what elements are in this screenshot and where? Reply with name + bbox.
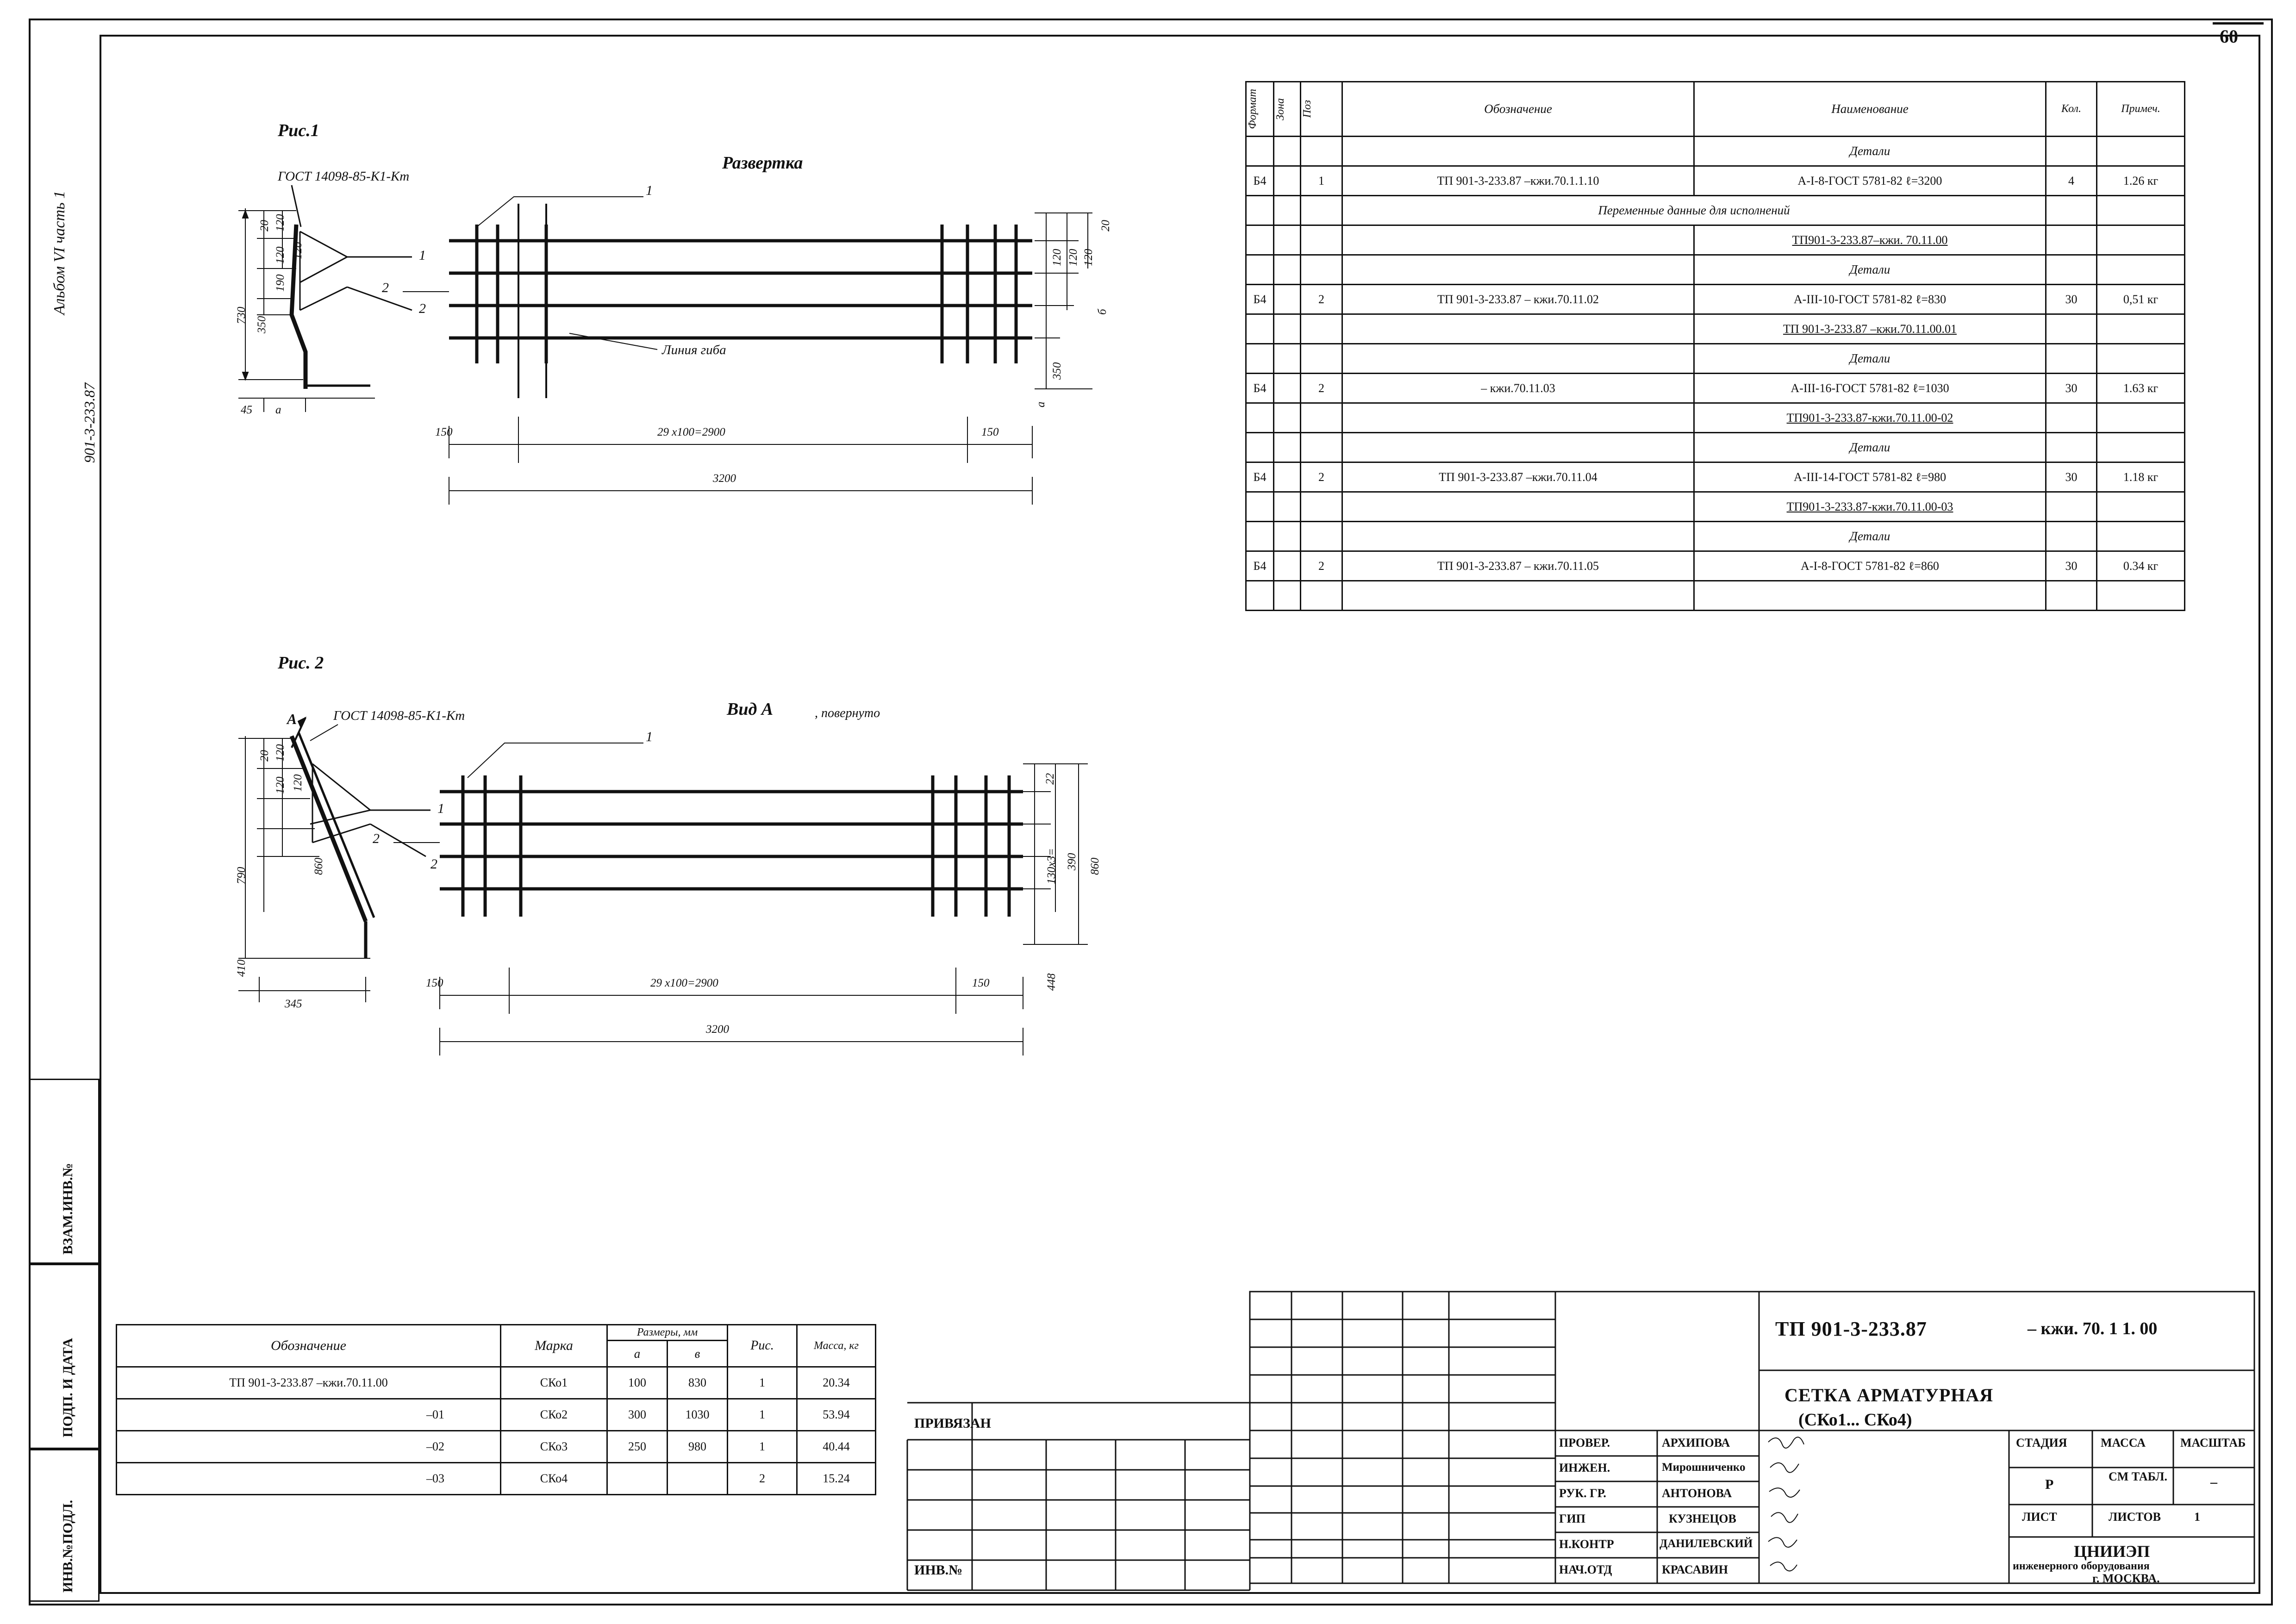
cell-kol [2046, 492, 2097, 522]
cell-oboz [1342, 522, 1694, 551]
cell-oboz: ТП 901-3-233.87 – кжи.70.11.02 [1342, 285, 1694, 314]
org-name-1: ЦНИИЭП [2074, 1542, 2150, 1561]
cell-prim: 0,51 кг [2097, 285, 2185, 314]
spec-col-poz: Поз [1301, 82, 1342, 137]
cell-poz [1301, 314, 1342, 344]
cell-prim [2097, 344, 2185, 374]
cell-naim: Детали [1694, 137, 2046, 166]
cell-format [1246, 522, 1274, 551]
cell-oboz: –01 [117, 1399, 501, 1431]
cell-kol [2046, 344, 2097, 374]
cell-oboz [1342, 344, 1694, 374]
cell-poz [1301, 433, 1342, 462]
cell-kol [2046, 433, 2097, 462]
fig2-callout-1: 1 [437, 801, 444, 816]
cell-a [607, 1463, 668, 1495]
vzam-inv-label: ВЗАМ.ИНВ.№ [60, 1163, 75, 1255]
cell-zona [1274, 285, 1301, 314]
marks-col-massa: Масса, кг [797, 1325, 876, 1367]
fig1-dim-120c: 120 [292, 242, 304, 259]
spec-col-naim: Наименование [1694, 82, 2046, 137]
cell-prim [2097, 581, 2185, 611]
listov-label: ЛИСТОВ [2109, 1510, 2161, 1524]
cell-format [1246, 137, 1274, 166]
cell-kol [2046, 314, 2097, 344]
cell-oboz [1342, 403, 1694, 433]
fig2-dim-790: 790 [235, 867, 248, 884]
masshtab-label: МАСШТАБ [2180, 1436, 2246, 1449]
marks-col-b: в [668, 1341, 728, 1367]
cell-b [668, 1463, 728, 1495]
cell-naim: Детали [1694, 433, 2046, 462]
cell-oboz: –02 [117, 1431, 501, 1463]
table-row [1246, 196, 2185, 225]
cell-kol [2046, 137, 2097, 166]
cell-oboz: ТП 901-3-233.87 –кжи.70.1.1.10 [1342, 166, 1694, 196]
cell-a: 250 [607, 1431, 668, 1463]
figure-1 [153, 93, 1199, 625]
fig1-dim-ra: а [1035, 401, 1047, 407]
fig1-dim-span: 29 x100=2900 [657, 426, 725, 438]
role-label-2: РУК. ГР. [1559, 1487, 1606, 1500]
spec-col-kol: Кол. [2046, 82, 2097, 137]
table-row [117, 1367, 876, 1399]
table-row [1246, 581, 2185, 611]
cell-marka: СКо3 [501, 1431, 607, 1463]
marks-col-marka: Марка [501, 1325, 607, 1367]
table-row [1246, 492, 2185, 522]
cell-ris: 1 [728, 1367, 797, 1399]
cell-naim: ТП901-3-233.87-кжи.70.11.00-03 [1694, 492, 2046, 522]
role-label-0: ПРОВЕР. [1559, 1436, 1610, 1449]
fig2-dim-345: 345 [285, 998, 302, 1010]
fig2-dim-22: 22 [1044, 773, 1056, 785]
fig2-dim-120c: 120 [292, 774, 304, 792]
fig1-dim-20: 20 [258, 220, 271, 231]
title-name-line2: (СКо1... СКо4) [1798, 1410, 1912, 1430]
cell-naim [1694, 581, 2046, 611]
table-row [1246, 285, 2185, 314]
spec-header-row [1246, 82, 2185, 137]
title-name-line1: СЕТКА АРМАТУРНАЯ [1784, 1385, 1994, 1405]
fig2-dim-span: 29 x100=2900 [650, 977, 718, 989]
cell-zona [1274, 344, 1301, 374]
fig2-graphics [153, 625, 1199, 1204]
table-row [1246, 137, 2185, 166]
fig2-dim-860r: 860 [1089, 857, 1101, 875]
marks-header-row [117, 1325, 876, 1341]
fig1-dim-45: 45 [241, 404, 252, 416]
signature-marks [1764, 1430, 1866, 1588]
cell-prim: 1.63 кг [2097, 374, 2185, 403]
specification-table [1245, 81, 2254, 611]
cell-prim [2097, 225, 2185, 255]
fig2-callout-2b: 2 [373, 831, 380, 846]
marks-table-grid [116, 1324, 876, 1495]
cell-prim: 1.18 кг [2097, 462, 2185, 492]
fig1-dim-total: 3200 [713, 472, 736, 485]
cell-zona [1274, 433, 1301, 462]
marks-col-a: а [607, 1341, 668, 1367]
fig2-dim-right150: 150 [972, 977, 990, 989]
fig1-bend-line-label: Линия гиба [662, 343, 726, 357]
cell-oboz: –03 [117, 1463, 501, 1495]
cell-zona [1274, 137, 1301, 166]
fig1-callout-1b: 1 [646, 183, 653, 198]
fig1-callout-2b: 2 [382, 280, 389, 295]
table-row [1246, 433, 2185, 462]
fig1-dim-r120a: 120 [1082, 249, 1095, 266]
podp-data-label: ПОДП. И ДАТА [60, 1338, 75, 1437]
cell-prim [2097, 403, 2185, 433]
cell-format [1246, 403, 1274, 433]
cell-poz [1301, 255, 1342, 285]
fig2-dim-448: 448 [1045, 973, 1058, 991]
cell-b: 830 [668, 1367, 728, 1399]
cell-oboz [1342, 255, 1694, 285]
cell-naim: Детали [1694, 255, 2046, 285]
cell-zona [1274, 225, 1301, 255]
cell-zona [1274, 255, 1301, 285]
table-row [1246, 344, 2185, 374]
spec-col-zona: Зона [1274, 82, 1301, 137]
table-row [1246, 462, 2185, 492]
fig1-dim-r120c: 120 [1051, 249, 1063, 266]
cell-naim: А-I-8-ГОСТ 5781-82 ℓ=860 [1694, 551, 2046, 581]
table-row [1246, 403, 2185, 433]
cell-poz [1301, 581, 1342, 611]
inv-podl-label: ИНВ.№ПОДЛ. [60, 1500, 75, 1593]
cell-naim: А-III-16-ГОСТ 5781-82 ℓ=1030 [1694, 374, 2046, 403]
cell-format [1246, 344, 1274, 374]
marks-col-razmery: Размеры, мм [607, 1325, 728, 1341]
fig2-dim-20: 20 [258, 750, 271, 762]
cell-poz [1301, 344, 1342, 374]
cell-prim [2097, 137, 2185, 166]
cell-prim [2097, 522, 2185, 551]
cell-poz [1301, 196, 1342, 225]
role-name-3: КУЗНЕЦОВ [1669, 1512, 1736, 1525]
cell-zona [1274, 196, 1301, 225]
cell-format [1246, 314, 1274, 344]
cell-naim: А-III-10-ГОСТ 5781-82 ℓ=830 [1694, 285, 2046, 314]
cell-oboz [1342, 433, 1694, 462]
privyazan-label: ПРИВЯЗАН [914, 1416, 992, 1431]
org-name-2: инженерного оборудования [2013, 1560, 2150, 1572]
marks-table [116, 1324, 876, 1495]
cell-b: 980 [668, 1431, 728, 1463]
cell-kol [2046, 255, 2097, 285]
cell-poz [1301, 137, 1342, 166]
role-name-1: Мирошниченко [1662, 1461, 1746, 1474]
fig1-callout-1: 1 [419, 248, 426, 263]
cell-a: 100 [607, 1367, 668, 1399]
cell-format: Б4 [1246, 166, 1274, 196]
fig1-graphics [153, 93, 1199, 625]
cell-poz: 1 [1301, 166, 1342, 196]
stadia-value: Р [2045, 1477, 2054, 1492]
table-row [117, 1431, 876, 1463]
cell-kol: 30 [2046, 462, 2097, 492]
cell-format: Б4 [1246, 462, 1274, 492]
cell-marka: СКо4 [501, 1463, 607, 1495]
fig2-arrow-label: А [287, 711, 297, 727]
spec-table [1245, 81, 2185, 611]
spec-col-prim: Примеч. [2097, 82, 2185, 137]
cell-kol: 30 [2046, 285, 2097, 314]
fig2-dim-120a: 120 [274, 776, 287, 794]
cell-prim [2097, 314, 2185, 344]
table-row [1246, 225, 2185, 255]
cell-format [1246, 196, 1274, 225]
fig1-razvertka-title: Развертка [722, 153, 803, 173]
cell-massa: 53.94 [797, 1399, 876, 1431]
cell-poz [1301, 492, 1342, 522]
fig1-dim-rb: б [1096, 309, 1109, 315]
cell-marka: СКо1 [501, 1367, 607, 1399]
cell-kol [2046, 403, 2097, 433]
stadia-label: СТАДИЯ [2016, 1436, 2067, 1449]
cell-format: Б4 [1246, 374, 1274, 403]
fig2-dim-left150: 150 [426, 977, 443, 989]
massa-label: МАССА [2101, 1436, 2146, 1449]
cell-zona [1274, 581, 1301, 611]
fig1-title: Рис.1 [278, 121, 319, 140]
cell-kol [2046, 225, 2097, 255]
org-name-3: г. МОСКВА. [2092, 1572, 2160, 1585]
cell-kol [2046, 196, 2097, 225]
cell-format [1246, 433, 1274, 462]
cell-marka: СКо2 [501, 1399, 607, 1431]
cell-oboz: ТП 901-3-233.87 – кжи.70.11.05 [1342, 551, 1694, 581]
table-row [1246, 314, 2185, 344]
cell-a: 300 [607, 1399, 668, 1431]
fig2-gost-label: ГОСТ 14098-85-К1-Кт [333, 708, 465, 723]
album-label: Альбом VI часть 1 [51, 190, 68, 315]
role-label-4: Н.КОНТР [1559, 1537, 1614, 1551]
cell-oboz [1342, 225, 1694, 255]
cell-oboz [1342, 137, 1694, 166]
cell-naim: Детали [1694, 344, 2046, 374]
listov-value: 1 [2194, 1510, 2200, 1524]
cell-zona [1274, 522, 1301, 551]
cell-prim [2097, 255, 2185, 285]
project-code-vertical: 901-3-233.87 [81, 382, 98, 463]
fig1-dim-r350: 350 [1051, 362, 1063, 380]
fig2-dim-130: 130x3= [1045, 848, 1058, 884]
cell-oboz [1342, 581, 1694, 611]
cell-massa: 15.24 [797, 1463, 876, 1495]
cell-format [1246, 225, 1274, 255]
fig2-title: Рис. 2 [278, 653, 324, 673]
table-row [1246, 255, 2185, 285]
cell-prim [2097, 433, 2185, 462]
cell-format: Б4 [1246, 551, 1274, 581]
massa-value: СМ ТАБЛ. [2109, 1470, 2168, 1483]
cell-oboz [1342, 492, 1694, 522]
fig2-dim-total: 3200 [706, 1023, 729, 1036]
fig1-dim-r20: 20 [1099, 220, 1112, 231]
table-row [117, 1399, 876, 1431]
cell-zona [1274, 492, 1301, 522]
fig1-gost-label: ГОСТ 14098-85-К1-Кт [278, 169, 410, 184]
spec-col-oboz: Обозначение [1342, 82, 1694, 137]
fig1-dim-r120b: 120 [1067, 249, 1079, 266]
list-label: ЛИСТ [2022, 1510, 2057, 1524]
cell-ris: 2 [728, 1463, 797, 1495]
fig1-dim-730: 730 [235, 306, 248, 324]
title-code-left: ТП 901-3-233.87 [1775, 1318, 1927, 1340]
title-code-right: – кжи. 70. 1 1. 00 [2028, 1319, 2158, 1338]
fig2-dim-120b: 120 [274, 744, 287, 762]
fig2-callout-2: 2 [430, 856, 437, 872]
inv-no-label: ИНВ.№ [914, 1562, 963, 1578]
cell-kol: 4 [2046, 166, 2097, 196]
role-name-0: АРХИПОВА [1662, 1436, 1730, 1449]
cell-massa: 20.34 [797, 1367, 876, 1399]
cell-ris: 1 [728, 1431, 797, 1463]
cell-zona [1274, 551, 1301, 581]
cell-naim: А-III-14-ГОСТ 5781-82 ℓ=980 [1694, 462, 2046, 492]
cell-kol [2046, 522, 2097, 551]
cell-naim: ТП901-3-233.87–кжи. 70.11.00 [1694, 225, 2046, 255]
role-label-3: ГИП [1559, 1512, 1585, 1525]
marks-col-oboz: Обозначение [117, 1325, 501, 1367]
cell-poz: 2 [1301, 285, 1342, 314]
role-name-4: ДАНИЛЕВСКИЙ [1660, 1537, 1753, 1550]
masshtab-value: – [2210, 1474, 2217, 1490]
cell-oboz [1342, 314, 1694, 344]
fig1-dim-120a: 120 [274, 246, 287, 264]
cell-oboz: – кжи.70.11.03 [1342, 374, 1694, 403]
cell-oboz: ТП 901-3-233.87 –кжи.70.11.04 [1342, 462, 1694, 492]
fig1-dim-left150: 150 [435, 426, 453, 438]
spec-body [1246, 137, 2185, 611]
fig1-callout-2: 2 [419, 301, 426, 316]
cell-format: Б4 [1246, 285, 1274, 314]
table-row [1246, 522, 2185, 551]
fig1-dim-190: 190 [274, 274, 287, 292]
role-label-1: ИНЖЕН. [1559, 1461, 1610, 1474]
cell-b: 1030 [668, 1399, 728, 1431]
cell-kol: 30 [2046, 374, 2097, 403]
fig1-dim-120b: 120 [274, 214, 287, 231]
cell-zona [1274, 462, 1301, 492]
role-name-2: АНТОНОВА [1662, 1487, 1732, 1500]
cell-format [1246, 492, 1274, 522]
cell-zona [1274, 374, 1301, 403]
fig2-dim-390: 390 [1066, 853, 1078, 870]
fig1-dim-350: 350 [256, 316, 268, 333]
cell-oboz: ТП 901-3-233.87 –кжи.70.11.00 [117, 1367, 501, 1399]
cell-prim: 0.34 кг [2097, 551, 2185, 581]
fig2-dim-860: 860 [312, 857, 325, 875]
cell-ris: 1 [728, 1399, 797, 1431]
cell-format [1246, 581, 1274, 611]
figure-2 [153, 625, 1199, 1204]
cell-format [1246, 255, 1274, 285]
cell-prim [2097, 492, 2185, 522]
fig2-dim-410: 410 [235, 959, 248, 977]
cell-poz: 2 [1301, 374, 1342, 403]
cell-naim: ТП 901-3-233.87 –кжи.70.11.00.01 [1694, 314, 2046, 344]
fig1-dim-right150: 150 [981, 426, 999, 438]
cell-zona [1274, 314, 1301, 344]
spec-col-format: Формат [1246, 82, 1274, 137]
fig1-dim-a: а [275, 404, 281, 416]
cell-kol: 30 [2046, 551, 2097, 581]
fig2-view-title: Вид А [727, 700, 774, 719]
cell-prim [2097, 196, 2185, 225]
fig2-callout-1b: 1 [646, 729, 653, 744]
fig2-view-note: , повернуто [815, 706, 880, 720]
cell-naim: Детали [1694, 522, 2046, 551]
cell-zona [1274, 166, 1301, 196]
sheet-number: 60 [2220, 26, 2238, 47]
cell-kol [2046, 581, 2097, 611]
table-row [1246, 166, 2185, 196]
role-name-5: КРАСАВИН [1662, 1563, 1728, 1576]
cell-poz: 2 [1301, 551, 1342, 581]
table-row [1246, 551, 2185, 581]
cell-poz [1301, 522, 1342, 551]
table-row [1246, 374, 2185, 403]
cell-massa: 40.44 [797, 1431, 876, 1463]
table-row [117, 1463, 876, 1495]
marks-col-ris: Рис. [728, 1325, 797, 1367]
cell-naim: Переменные данные для исполнений [1342, 196, 2046, 225]
cell-zona [1274, 403, 1301, 433]
cell-poz [1301, 225, 1342, 255]
cell-naim: А-I-8-ГОСТ 5781-82 ℓ=3200 [1694, 166, 2046, 196]
role-label-5: НАЧ.ОТД [1559, 1563, 1612, 1576]
cell-poz: 2 [1301, 462, 1342, 492]
cell-prim: 1.26 кг [2097, 166, 2185, 196]
cell-poz [1301, 403, 1342, 433]
cell-naim: ТП901-3-233.87-кжи.70.11.00-02 [1694, 403, 2046, 433]
privyazan-grid [907, 1403, 1259, 1597]
